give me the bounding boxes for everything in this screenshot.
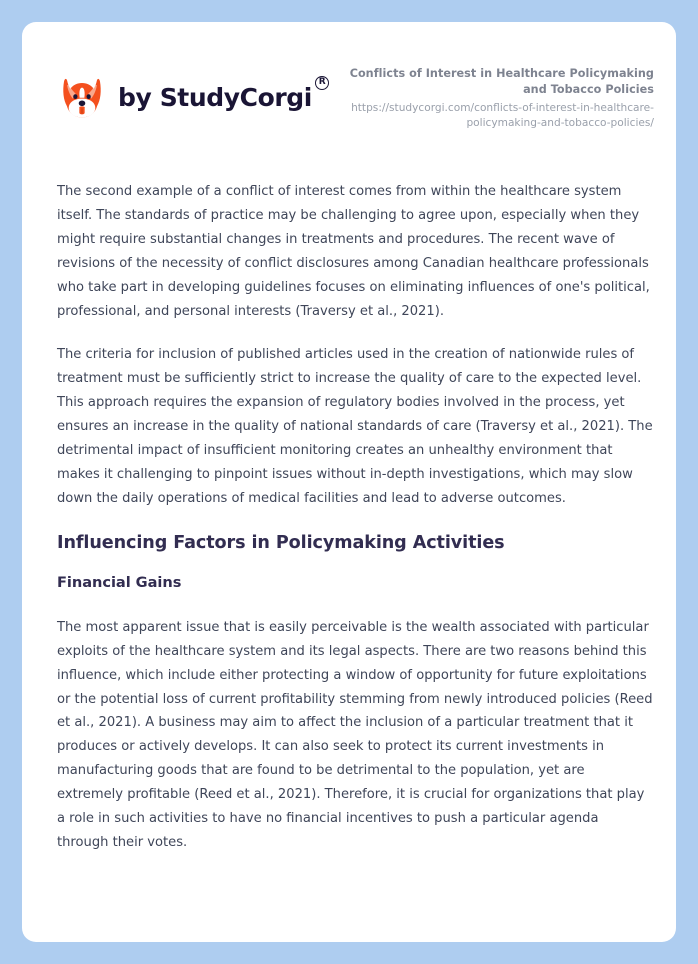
paragraph-second-example: The second example of a conflict of interest comes from within the healthcare system itself. The standards of practice may be challenging to agree upon, especially when they might require substantial changes in treatments and procedures. The recent wave of revisions of the necessity of conflict disclosures among Canadian healthcare professionals who take part in developing guidelines focuses on eliminating influences of one's political, professional, and personal interests (Traversy et al., 2021). [57, 184, 650, 319]
heading-influencing-factors: Influencing Factors in Policymaking Activities [57, 532, 505, 553]
header-source-url[interactable]: https://studycorgi.com/conflicts-of-interest-in-healthcare-policymaking-and-tobacco-policies/ [351, 102, 654, 129]
studycorgi-branding [57, 72, 326, 122]
paragraph-most-apparent-issue: The most apparent issue that is easily perceivable is the wealth associated with particular exploits of the healthcare system and its legal aspects. There are two reasons behind this influence, which include either protecting a window of opportunity for future exploitations or the potential loss of current profitability stemming from newly introduced policies (Reed et al., 2021). A business may aim to affect the inclusion of a particular treatment that it produces or actively develops. It can also seek to protect its current investments in manufacturing goods that are found to be detrimental to the population, yet are extremely profitable (Reed et al., 2021). Therefore, it is crucial for organizations that play a role in such activities to have no financial incentives to push a particular agenda through their votes. [57, 619, 653, 850]
paragraph-criteria-for-inclusion: The criteria for inclusion of published articles used in the creation of nationwide rules of treatment must be sufficiently strict to increase the quality of care to the expected level. This approach requires the expansion of regulatory bodies involved in the process, yet ensures an increase in the quality of national standards of care (Traversy et al., 2021). The detrimental impact of insufficient monitoring creates an unhealthy environment that makes it challenging to pinpoint issues without in-depth investigations, which may slow down the daily operations of medical facilities and lead to adverse outcomes. [57, 347, 653, 506]
registered-trademark-icon: R [315, 76, 329, 90]
heading-financial-gains: Financial Gains [57, 573, 182, 591]
header-document-meta [324, 66, 654, 130]
corgi-head-icon [57, 72, 107, 122]
header-document-title: Conflicts of Interest in Healthcare Policymaking and Tobacco Policies [349, 67, 654, 96]
document-header [22, 22, 676, 152]
studycorgi-wordmark [118, 76, 326, 112]
document-body [57, 180, 654, 855]
document-page-card [22, 22, 676, 942]
wordmark-text: by StudyCorgi [118, 82, 312, 112]
